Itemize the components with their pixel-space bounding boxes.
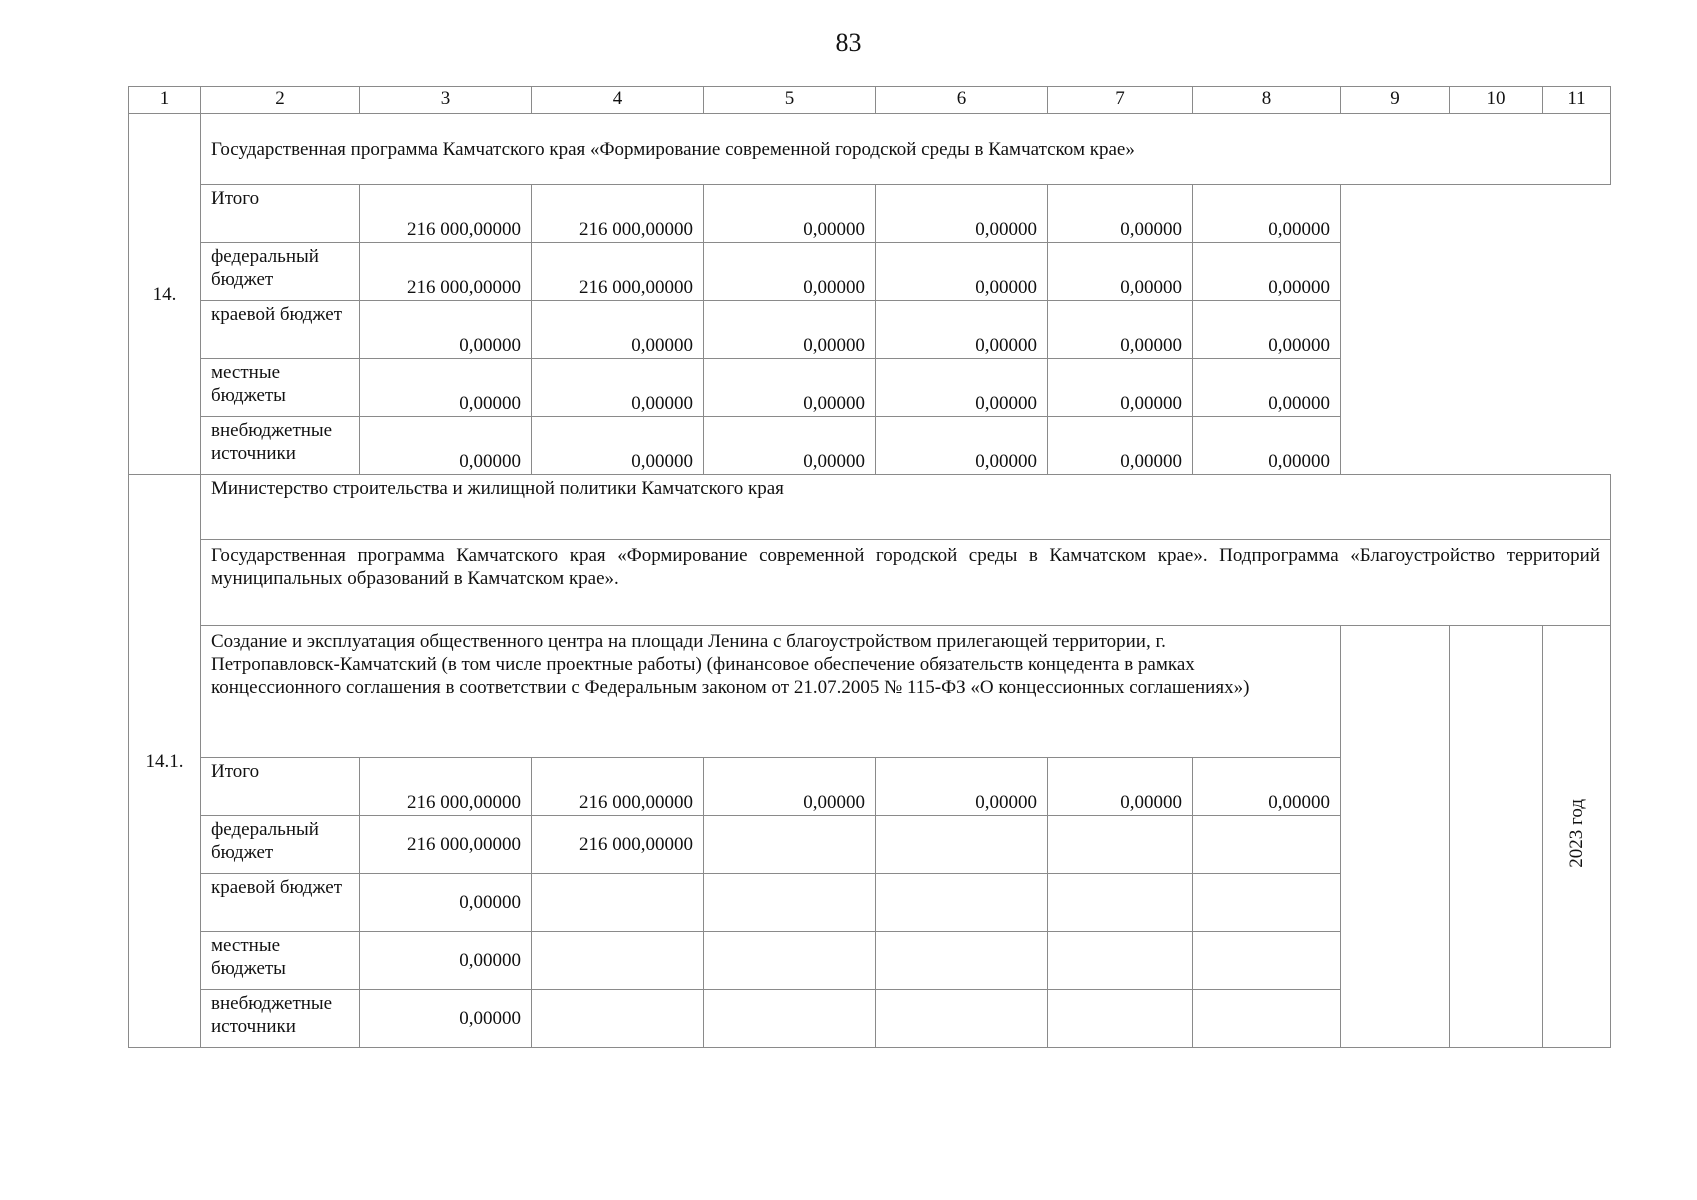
table-row <box>129 185 1611 243</box>
amount-cell: 0,00000 <box>1193 243 1341 301</box>
amount-cell: 0,00000 <box>1048 185 1193 243</box>
amount-cell: 0,00000 <box>1193 359 1341 417</box>
subprogram-row <box>129 540 1611 626</box>
year-cell <box>1543 626 1611 1048</box>
amount-cell: 0,00000 <box>876 758 1048 816</box>
amount-cell: 0,00000 <box>360 301 532 359</box>
subprogram-title: Государственная программа Камчатского края «Формирование современной городской среды в Камчатском крае». Подпрограмма «Благоустройство территорий муниципальных образований в Камчатском крае». <box>201 540 1611 626</box>
amount-cell: 0,00000 <box>360 874 532 932</box>
funding-source-label: внебюджетные источники <box>201 990 360 1048</box>
section-number: 14. <box>129 114 201 475</box>
amount-cell: 0,00000 <box>876 359 1048 417</box>
funding-source-label: федеральный бюджет <box>201 816 360 874</box>
funding-source-label: краевой бюджет <box>201 874 360 932</box>
amount-cell <box>532 990 704 1048</box>
amount-cell <box>1048 990 1193 1048</box>
amount-cell: 0,00000 <box>876 417 1048 475</box>
amount-cell: 0,00000 <box>532 301 704 359</box>
amount-cell <box>1193 816 1341 874</box>
amount-cell: 0,00000 <box>360 932 532 990</box>
amount-cell <box>532 874 704 932</box>
section-number: 14.1. <box>129 475 201 1048</box>
budget-table <box>128 86 1611 1048</box>
funding-source-label: внебюджетные источники <box>201 417 360 475</box>
column-number: 2 <box>201 87 360 114</box>
column-number-row <box>129 87 1611 114</box>
amount-cell <box>704 816 876 874</box>
amount-cell <box>1048 874 1193 932</box>
amount-cell <box>1048 816 1193 874</box>
amount-cell <box>704 874 876 932</box>
amount-cell: 0,00000 <box>1048 758 1193 816</box>
amount-cell <box>532 932 704 990</box>
amount-cell <box>1048 932 1193 990</box>
year-label: 2023 год <box>1566 799 1587 868</box>
column-number: 6 <box>876 87 1048 114</box>
column-10-cell <box>1450 626 1543 1048</box>
amount-cell: 0,00000 <box>360 990 532 1048</box>
funding-source-label: Итого <box>201 185 360 243</box>
amount-cell: 0,00000 <box>876 185 1048 243</box>
amount-cell: 0,00000 <box>532 417 704 475</box>
amount-cell <box>1193 874 1341 932</box>
ministry-name: Министерство строительства и жилищной политики Камчатского края <box>201 475 1611 540</box>
amount-cell <box>876 990 1048 1048</box>
amount-cell: 216 000,00000 <box>360 758 532 816</box>
amount-cell: 0,00000 <box>704 359 876 417</box>
column-number: 10 <box>1450 87 1543 114</box>
funding-source-label: местные бюджеты <box>201 932 360 990</box>
amount-cell: 0,00000 <box>532 359 704 417</box>
amount-cell: 216 000,00000 <box>360 243 532 301</box>
funding-source-label: краевой бюджет <box>201 301 360 359</box>
amount-cell: 0,00000 <box>360 417 532 475</box>
funding-source-label: Итого <box>201 758 360 816</box>
amount-cell <box>704 932 876 990</box>
object-description: Создание и эксплуатация общественного центра на площади Ленина с благоустройством прилегающей территории, г. Петропавловск-Камчатский (в том числе проектные работы) (финансовое обеспечение обязательств концедента в рамках концессионного соглашения в соответствии с Федеральным законом от 21.07.2005 № 115-ФЗ «О концессионных соглашениях») <box>201 626 1341 758</box>
amount-cell: 0,00000 <box>1193 417 1341 475</box>
amount-cell: 0,00000 <box>1048 301 1193 359</box>
amount-cell: 216 000,00000 <box>532 816 704 874</box>
amount-cell <box>1193 932 1341 990</box>
amount-cell <box>876 874 1048 932</box>
amount-cell: 216 000,00000 <box>532 758 704 816</box>
column-number: 9 <box>1341 87 1450 114</box>
funding-source-label: федеральный бюджет <box>201 243 360 301</box>
column-number: 4 <box>532 87 704 114</box>
amount-cell: 0,00000 <box>1048 243 1193 301</box>
funding-source-label: местные бюджеты <box>201 359 360 417</box>
amount-cell: 0,00000 <box>876 301 1048 359</box>
page-number: 83 <box>835 28 862 57</box>
column-9-cell <box>1341 626 1450 1048</box>
amount-cell: 0,00000 <box>360 359 532 417</box>
amount-cell: 0,00000 <box>704 243 876 301</box>
amount-cell: 0,00000 <box>704 758 876 816</box>
column-number: 1 <box>129 87 201 114</box>
amount-cell: 0,00000 <box>1193 185 1341 243</box>
column-number: 5 <box>704 87 876 114</box>
program-title: Государственная программа Камчатского края «Формирование современной городской среды в Камчатском крае» <box>201 114 1611 185</box>
section-14-program-row <box>129 114 1611 185</box>
amount-cell: 0,00000 <box>1048 417 1193 475</box>
amount-cell <box>704 990 876 1048</box>
amount-cell <box>1193 990 1341 1048</box>
amount-cell: 0,00000 <box>1193 301 1341 359</box>
column-number: 3 <box>360 87 532 114</box>
amount-cell: 0,00000 <box>1048 359 1193 417</box>
column-number: 11 <box>1543 87 1611 114</box>
amount-cell: 0,00000 <box>704 185 876 243</box>
amount-cell: 216 000,00000 <box>532 243 704 301</box>
column-number: 8 <box>1193 87 1341 114</box>
amount-cell: 0,00000 <box>1193 758 1341 816</box>
amount-cell <box>876 816 1048 874</box>
amount-cell: 0,00000 <box>704 417 876 475</box>
amount-cell: 216 000,00000 <box>360 816 532 874</box>
column-number: 7 <box>1048 87 1193 114</box>
section-14-1-ministry-row <box>129 475 1611 540</box>
object-row <box>129 626 1611 758</box>
amount-cell: 216 000,00000 <box>532 185 704 243</box>
amount-cell: 0,00000 <box>876 243 1048 301</box>
amount-cell: 0,00000 <box>704 301 876 359</box>
amount-cell <box>876 932 1048 990</box>
empty-area <box>1341 185 1611 475</box>
amount-cell: 216 000,00000 <box>360 185 532 243</box>
